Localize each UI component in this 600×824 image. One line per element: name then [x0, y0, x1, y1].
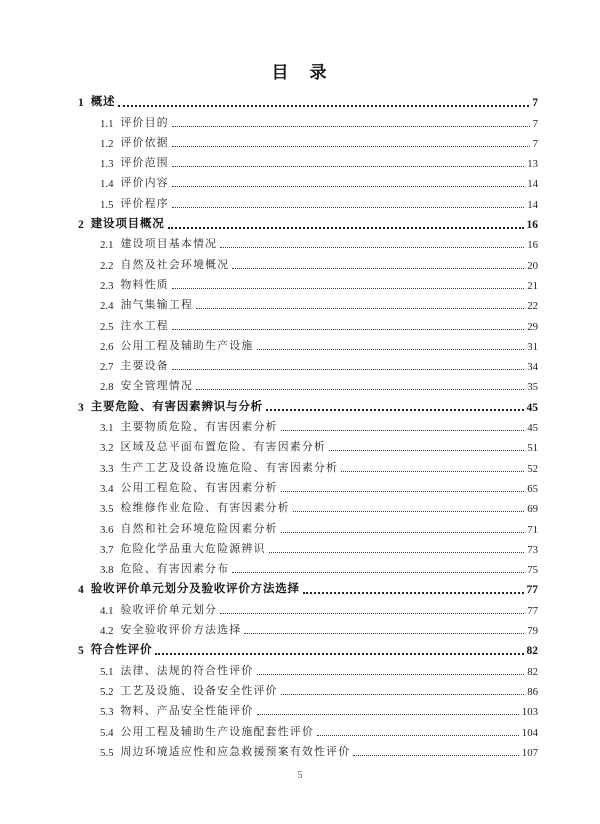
toc-entry-page: 7 [532, 117, 538, 130]
toc-entry-label: 物料、产品安全性能评价 [120, 705, 254, 718]
toc-entry-page: 14 [527, 198, 538, 211]
toc-entry-page: 52 [527, 462, 538, 475]
toc-entry-row [78, 456, 538, 476]
toc-entry-page: 20 [527, 259, 538, 272]
toc-entry-number: 2.4 [100, 300, 114, 313]
toc-entry-label: 区域及总平面布置危险、有害因素分析 [120, 441, 327, 454]
toc-entry-number: 2 [78, 219, 84, 232]
toc-entry-label: 注水工程 [120, 319, 169, 332]
dot-leader [196, 307, 524, 309]
toc-entry-row [78, 375, 538, 395]
toc-entry-number: 2.7 [100, 361, 114, 374]
toc-entry-page: 86 [527, 685, 538, 698]
toc-entry-label: 主要危险、有害因素辨识与分析 [90, 400, 263, 413]
dot-leader [257, 673, 525, 675]
toc-entry-page: 7 [532, 137, 538, 150]
toc-entry-page: 13 [527, 158, 538, 171]
toc-entry-page: 34 [527, 361, 538, 374]
toc-entry-number: 3.4 [100, 482, 114, 495]
toc-entry-label: 评价范围 [120, 157, 169, 170]
toc-entry-row [78, 355, 538, 375]
dot-leader [341, 470, 524, 472]
toc-entry-label: 建设项目概况 [90, 218, 165, 231]
toc-entry-label: 物料性质 [120, 278, 169, 291]
dot-leader [155, 652, 523, 655]
toc-entry-number: 5.1 [100, 665, 114, 678]
toc-entry-row [78, 253, 538, 273]
toc-entry-page: 77 [526, 584, 538, 597]
toc-entry-row [78, 436, 538, 456]
toc-section-row [78, 91, 538, 111]
dot-leader [281, 490, 524, 492]
dot-leader [196, 388, 524, 390]
toc-entry-number: 5 [78, 645, 84, 658]
toc-entry-label: 危险化学品重大危险源辨识 [120, 542, 266, 555]
toc-section-row [78, 213, 538, 233]
toc-list [78, 91, 538, 761]
toc-entry-number: 1 [78, 97, 84, 110]
toc-entry-page: 22 [527, 300, 538, 313]
toc-entry-number: 2.8 [100, 381, 114, 394]
toc-entry-row [78, 477, 538, 497]
dot-leader [172, 125, 530, 127]
toc-entry-page: 51 [527, 442, 538, 455]
toc-entry-number: 4 [78, 584, 84, 597]
toc-entry-page: 77 [527, 604, 538, 617]
dot-leader [281, 531, 524, 533]
toc-entry-row [78, 314, 538, 334]
toc-entry-label: 检维修作业危险、有害因素分析 [120, 502, 290, 515]
dot-leader [172, 206, 524, 208]
toc-entry-page: 107 [521, 746, 538, 759]
toc-entry-page: 69 [527, 503, 538, 516]
toc-entry-label: 公用工程危险、有害因素分析 [120, 481, 278, 494]
dot-leader [293, 510, 524, 512]
toc-entry-page: 75 [527, 564, 538, 577]
toc-entry-number: 3.7 [100, 543, 114, 556]
dot-leader [329, 449, 524, 451]
dot-leader [303, 591, 524, 594]
dot-leader [281, 693, 524, 695]
toc-entry-label: 工艺及设施、设备安全性评价 [120, 684, 278, 697]
toc-entry-number: 4.1 [100, 604, 114, 617]
toc-entry-page: 73 [527, 543, 538, 556]
toc-entry-label: 安全管理情况 [120, 380, 194, 393]
toc-entry-page: 31 [527, 340, 538, 353]
toc-entry-number: 1.4 [100, 178, 114, 191]
toc-entry-page: 45 [526, 401, 538, 414]
toc-entry-row [78, 720, 538, 740]
dot-leader [220, 246, 524, 248]
toc-entry-label: 主要物质危险、有害因素分析 [120, 421, 278, 434]
toc-entry-label: 符合性评价 [90, 644, 153, 657]
toc-entry-label: 验收评价单元划分 [120, 603, 218, 616]
toc-entry-row [78, 619, 538, 639]
toc-entry-label: 法律、法规的符合性评价 [120, 664, 254, 677]
toc-entry-row [78, 111, 538, 131]
toc-entry-label: 危险、有害因素分布 [120, 563, 230, 576]
toc-entry-number: 2.5 [100, 320, 114, 333]
toc-entry-label: 公用工程及辅助生产设施配套性评价 [120, 725, 315, 738]
toc-entry-number: 3.2 [100, 442, 114, 455]
toc-entry-label: 评价程序 [120, 197, 169, 210]
toc-entry-page: 104 [521, 726, 538, 739]
toc-entry-row [78, 152, 538, 172]
toc-entry-number: 1.3 [100, 158, 114, 171]
toc-entry-number: 5.2 [100, 685, 114, 698]
dot-leader [353, 754, 518, 756]
toc-entry-label: 油气集输工程 [120, 299, 194, 312]
toc-entry-number: 4.2 [100, 625, 114, 638]
toc-entry-number: 1.2 [100, 137, 114, 150]
toc-entry-page: 21 [527, 279, 538, 292]
toc-entry-label: 建设项目基本情况 [120, 238, 218, 251]
toc-entry-number: 3.5 [100, 503, 114, 516]
dot-leader [269, 551, 525, 553]
toc-entry-number: 1.5 [100, 198, 114, 211]
dot-leader [172, 185, 524, 187]
toc-entry-label: 安全验收评价方法选择 [120, 624, 242, 637]
dot-leader [317, 734, 519, 736]
toc-entry-label: 自然及社会环境概况 [120, 258, 230, 271]
toc-entry-row [78, 294, 538, 314]
toc-entry-number: 2.3 [100, 279, 114, 292]
toc-entry-row [78, 517, 538, 537]
toc-entry-page: 29 [527, 320, 538, 333]
toc-entry-label: 公用工程及辅助生产设施 [120, 339, 254, 352]
toc-entry-number: 2.2 [100, 259, 114, 272]
dot-leader [244, 632, 524, 634]
toc-entry-number: 3.3 [100, 462, 114, 475]
toc-entry-number: 2.1 [100, 239, 114, 252]
dot-leader [232, 267, 524, 269]
toc-entry-page: 45 [527, 422, 538, 435]
toc-entry-row [78, 659, 538, 679]
toc-entry-number: 5.5 [100, 746, 114, 759]
toc-entry-page: 71 [527, 523, 538, 536]
toc-section-row [78, 578, 538, 598]
toc-section-row [78, 395, 538, 415]
dot-leader [168, 226, 524, 229]
dot-leader [172, 145, 530, 147]
toc-entry-number: 3.1 [100, 422, 114, 435]
dot-leader [220, 612, 524, 614]
toc-entry-row [78, 192, 538, 212]
toc-entry-row [78, 416, 538, 436]
toc-entry-number: 5.4 [100, 726, 114, 739]
toc-entry-row [78, 172, 538, 192]
toc-entry-page: 7 [532, 97, 538, 110]
toc-entry-label: 主要设备 [120, 360, 169, 373]
dot-leader [172, 368, 524, 370]
toc-entry-row [78, 700, 538, 720]
dot-leader [257, 713, 519, 715]
toc-entry-label: 自然和社会环境危险因素分析 [120, 522, 278, 535]
toc-entry-label: 验收评价单元划分及验收评价方法选择 [90, 583, 300, 596]
dot-leader [266, 408, 524, 411]
toc-entry-page: 79 [527, 625, 538, 638]
toc-entry-row [78, 132, 538, 152]
toc-entry-label: 概述 [90, 96, 116, 109]
footer-page-number: 5 [297, 770, 303, 781]
toc-entry-page: 35 [527, 381, 538, 394]
toc-entry-number: 3.8 [100, 564, 114, 577]
toc-entry-page: 82 [526, 645, 538, 658]
toc-entry-number: 2.6 [100, 340, 114, 353]
toc-entry-number: 3 [78, 401, 84, 414]
dot-leader [281, 429, 524, 431]
dot-leader [172, 165, 524, 167]
dot-leader [257, 348, 525, 350]
toc-entry-page: 16 [526, 219, 538, 232]
dot-leader [172, 287, 524, 289]
toc-entry-label: 评价依据 [120, 136, 169, 149]
toc-entry-page: 65 [527, 482, 538, 495]
toc-title: 目 录 [271, 63, 329, 82]
dot-leader [118, 104, 529, 107]
toc-section-row [78, 639, 538, 659]
toc-entry-page: 82 [527, 665, 538, 678]
toc-entry-number: 3.6 [100, 523, 114, 536]
toc-entry-page: 14 [527, 178, 538, 191]
toc-entry-label: 生产工艺及设备设施危险、有害因素分析 [120, 461, 339, 474]
toc-entry-row [78, 497, 538, 517]
toc-entry-row [78, 741, 538, 761]
toc-entry-row [78, 558, 538, 578]
toc-entry-row [78, 598, 538, 618]
dot-leader [232, 571, 524, 573]
toc-entry-label: 评价内容 [120, 177, 169, 190]
toc-entry-row [78, 335, 538, 355]
toc-entry-row [78, 233, 538, 253]
toc-entry-row [78, 274, 538, 294]
toc-entry-label: 周边环境适应性和应急救援预案有效性评价 [120, 745, 351, 758]
dot-leader [172, 328, 524, 330]
toc-entry-label: 评价目的 [120, 116, 169, 129]
toc-entry-number: 1.1 [100, 117, 114, 130]
toc-entry-row [78, 680, 538, 700]
toc-entry-page: 16 [527, 239, 538, 252]
toc-entry-number: 5.3 [100, 706, 114, 719]
toc-entry-page: 103 [521, 706, 538, 719]
toc-entry-row [78, 538, 538, 558]
